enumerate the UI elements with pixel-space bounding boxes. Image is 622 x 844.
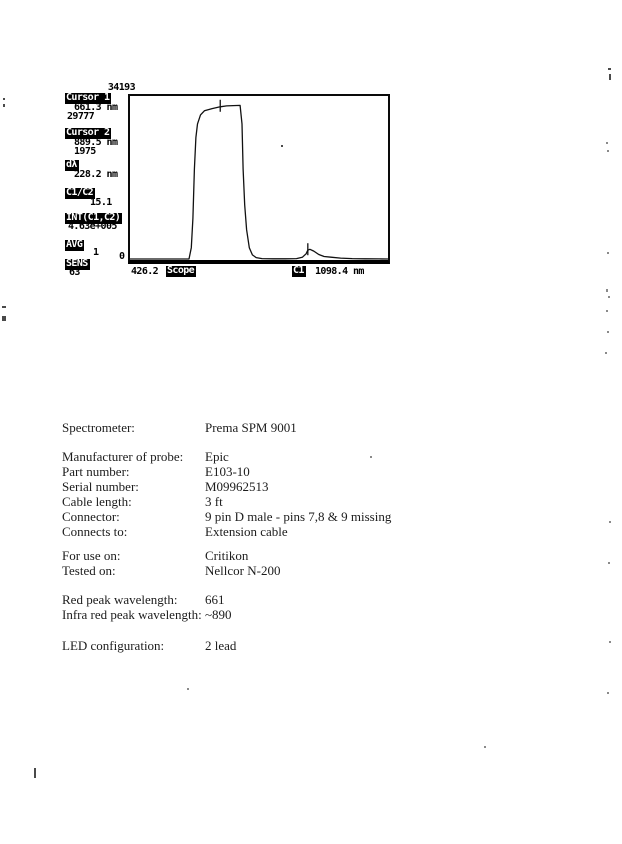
scan-artifact <box>607 150 609 152</box>
scan-artifact <box>34 768 36 778</box>
spectrum-line <box>130 105 388 259</box>
row-value: Nellcor N-200 <box>205 563 281 578</box>
readout-delta-lambda-label: dλ <box>66 159 77 170</box>
scan-artifact <box>606 142 608 144</box>
spec-row-led-configuration <box>62 639 236 653</box>
scan-artifact <box>607 692 609 694</box>
y-axis-zero-label: 0 <box>119 251 125 262</box>
scan-artifact <box>3 98 5 100</box>
row-value: Prema SPM 9001 <box>205 420 297 435</box>
row-label: Cable length: <box>62 494 132 509</box>
readout-cursor2-wavelength: 889.5 nm <box>74 137 118 148</box>
scan-artifact <box>608 68 611 70</box>
scan-artifact <box>187 688 189 690</box>
row-label: Serial number: <box>62 479 139 494</box>
spec-row-tested-on <box>62 564 280 578</box>
scan-artifact <box>3 104 5 107</box>
row-label: Red peak wavelength: <box>62 592 178 607</box>
spec-row-spectrometer <box>62 421 297 435</box>
row-value: Critikon <box>205 548 249 563</box>
x-axis-start-label: 426.2 <box>131 266 159 277</box>
row-label: Tested on: <box>62 563 116 578</box>
scan-artifact <box>609 641 611 643</box>
scan-artifact <box>608 562 610 564</box>
cursor-marker-badge: C1 <box>293 265 304 276</box>
readout-cursor1-label: Cursor 1 <box>66 92 110 103</box>
readout-cursor1-counts: 29777 <box>67 111 95 122</box>
readout-cursor1-wavelength: 661.3 nm <box>74 102 118 113</box>
spec-row-connector <box>62 510 391 524</box>
row-label: LED configuration: <box>62 638 165 653</box>
spec-row-cable-length <box>62 495 223 509</box>
spectrum-curve <box>130 96 388 260</box>
readout-cursor2-counts: 1975 <box>74 146 96 157</box>
row-value: Extension cable <box>205 524 288 539</box>
row-value: M09962513 <box>205 479 269 494</box>
scan-artifact <box>609 521 611 523</box>
scan-artifact <box>605 352 607 354</box>
readout-delta-lambda-value: 228.2 nm <box>74 169 118 180</box>
row-value: 2 lead <box>205 638 237 653</box>
y-axis-max-label: 34193 <box>107 82 135 93</box>
readout-sens-value: 63 <box>69 267 80 278</box>
scope-mode-label: Scope <box>167 265 195 276</box>
readout-ratio-value: 15.1 <box>90 197 112 208</box>
scan-artifact <box>370 456 372 458</box>
spec-row-connects-to <box>62 525 288 539</box>
row-label: Connects to: <box>62 524 128 539</box>
scan-artifact <box>2 316 6 321</box>
scan-artifact <box>281 145 283 147</box>
scan-artifact <box>606 310 608 312</box>
spectrum-plot-frame <box>128 94 390 264</box>
readout-avg-label: AVG <box>66 239 83 250</box>
row-value: E103-10 <box>205 464 250 479</box>
spec-row-part-number <box>62 465 250 479</box>
row-value: 661 <box>205 592 225 607</box>
row-label: Infra red peak wavelength: <box>62 607 202 622</box>
spec-row-for-use-on <box>62 549 248 563</box>
row-label: Connector: <box>62 509 120 524</box>
row-value: 9 pin D male - pins 7,8 & 9 missing <box>205 509 392 524</box>
readout-avg-value: 1 <box>93 247 99 258</box>
spec-row-manufacturer <box>62 450 229 464</box>
readout-cursor2-label: Cursor 2 <box>66 127 110 138</box>
scan-artifact <box>607 252 609 254</box>
scan-artifact <box>484 746 486 748</box>
spec-row-infrared-peak <box>62 608 232 622</box>
row-value: 3 ft <box>205 494 223 509</box>
readout-sens-label: SENS <box>66 258 88 269</box>
row-value: ~890 <box>205 607 232 622</box>
row-label: Spectrometer: <box>62 420 135 435</box>
scan-artifact <box>609 74 611 80</box>
spec-row-serial-number <box>62 480 269 494</box>
row-label: For use on: <box>62 548 121 563</box>
readout-integral-label: INT(C1,C2) <box>66 212 121 223</box>
row-label: Manufacturer of probe: <box>62 449 184 464</box>
row-label: Part number: <box>62 464 130 479</box>
readout-integral-value: 4.63e+005 <box>68 221 117 232</box>
row-value: Epic <box>205 449 229 464</box>
scan-artifact <box>606 289 608 292</box>
scan-artifact <box>607 331 609 333</box>
scan-artifact <box>2 306 6 308</box>
readout-ratio-label: C1/C2 <box>66 187 94 198</box>
scan-artifact <box>608 296 610 298</box>
spec-row-red-peak <box>62 593 225 607</box>
x-axis-end-label: 1098.4 nm <box>315 266 364 277</box>
